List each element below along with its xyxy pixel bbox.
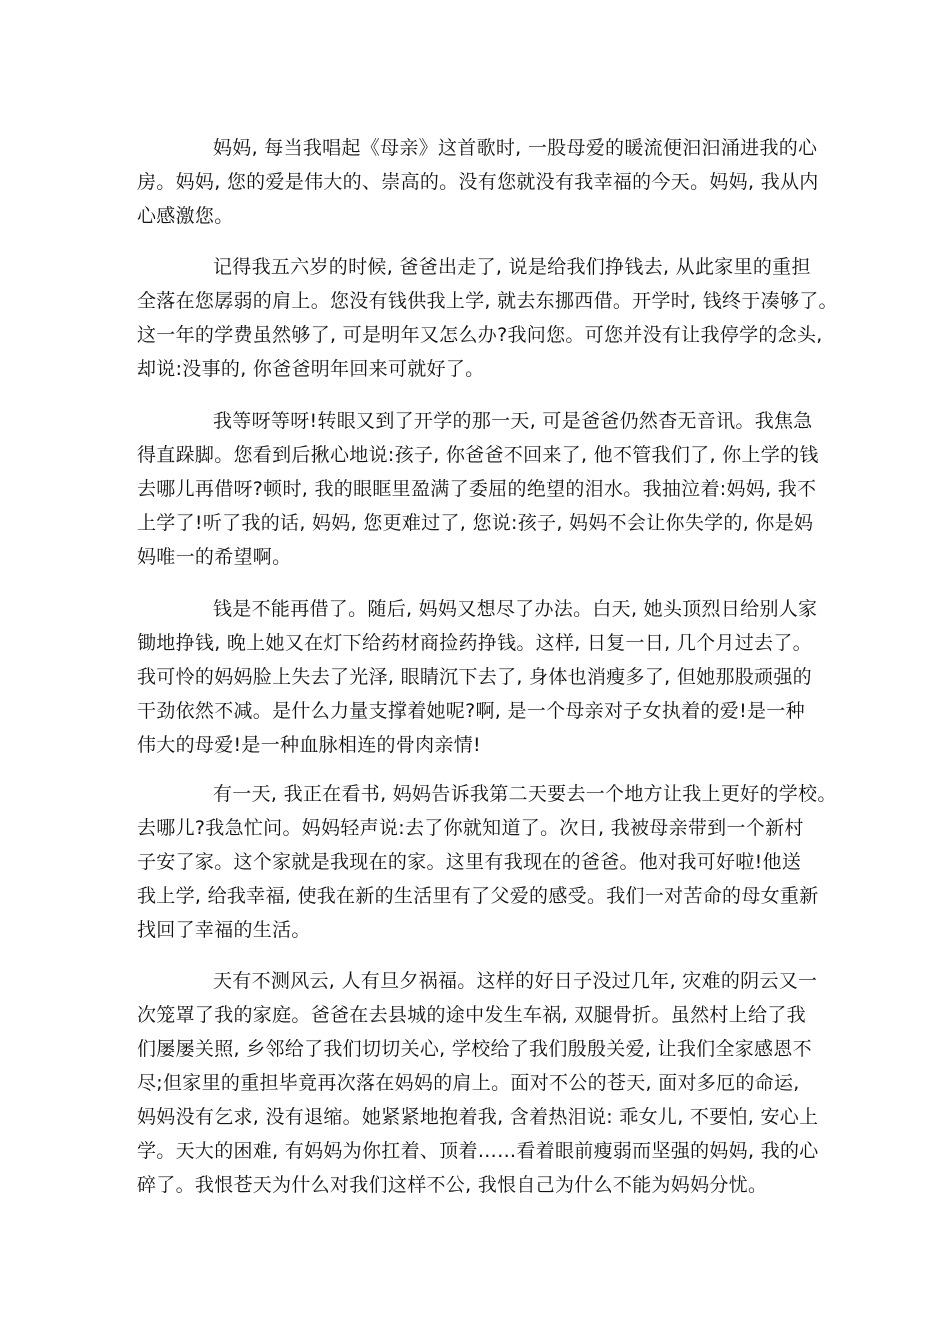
paragraph-line: 子安了家。这个家就是我现在的家。这里有我现在的爸爸。他对我可好啦!他送	[137, 851, 802, 873]
paragraph-line: 我上学, 给我幸福, 使我在新的生活里有了父爱的感受。我们一对苦命的母女重新	[137, 885, 819, 907]
paragraph-line: 上学了!听了我的话, 妈妈, 您更难过了, 您说:孩子, 妈妈不会让你失学的, 你是妈	[137, 512, 814, 534]
paragraph-3	[137, 404, 827, 574]
paragraph-6	[137, 964, 827, 1202]
paragraph-line: 房。妈妈, 您的爱是伟大的、崇高的。没有您就没有我幸福的今天。妈妈, 我从内	[137, 171, 819, 193]
paragraph-line: 妈唯一的希望啊。	[137, 546, 292, 568]
paragraph-4	[137, 592, 827, 762]
paragraph-line: 天有不测风云, 人有旦夕祸福。这样的好日子没过几年, 灾难的阴云又一	[213, 970, 818, 992]
paragraph-line: 找回了幸福的生活。	[137, 919, 311, 941]
paragraph-5	[137, 777, 837, 947]
paragraph-line: 全落在您孱弱的肩上。您没有钱供我上学, 就去东挪西借。开学时, 钱终于凑够了。	[137, 290, 838, 312]
paragraph-line: 钱是不能再借了。随后, 妈妈又想尽了办法。白天, 她头顶烈日给别人家	[213, 598, 818, 620]
paragraph-line: 去哪儿再借呀?顿时, 我的眼眶里盈满了委屈的绝望的泪水。我抽泣着:妈妈, 我不	[137, 478, 817, 500]
paragraph-2	[137, 250, 838, 386]
paragraph-line: 妈妈没有乞求, 没有退缩。她紧紧地抱着我, 含着热泪说: 乖女儿, 不要怕, 安心上	[137, 1106, 819, 1128]
paragraph-line: 伟大的母爱!是一种血脉相连的骨肉亲情!	[137, 734, 481, 756]
paragraph-line: 尽;但家里的重担毕竟再次落在妈妈的肩上。面对不公的苍天, 面对多厄的命运,	[137, 1072, 800, 1094]
paragraph-line: 有一天, 我正在看书, 妈妈告诉我第二天要去一个地方让我上更好的学校。	[213, 783, 837, 805]
paragraph-1	[137, 131, 827, 233]
paragraph-line: 妈妈, 每当我唱起《母亲》这首歌时, 一股母爱的暖流便汩汩涌进我的心	[213, 137, 818, 159]
paragraph-line: 我等呀等呀!转眼又到了开学的那一天, 可是爸爸仍然杳无音讯。我焦急	[213, 410, 813, 432]
paragraph-line: 我可怜的妈妈脸上失去了光泽, 眼睛沉下去了, 身体也消瘦多了, 但她那股顽强的	[137, 666, 812, 688]
paragraph-line: 干劲依然不减。是什么力量支撑着她呢?啊, 是一个母亲对子女执着的爱!是一种	[137, 700, 805, 722]
paragraph-line: 这一年的学费虽然够了, 可是明年又怎么办?我问您。可您并没有让我停学的念头,	[137, 324, 823, 346]
paragraph-line: 记得我五六岁的时候, 爸爸出走了, 说是给我们挣钱去, 从此家里的重担	[213, 256, 811, 278]
paragraph-line: 得直跺脚。您看到后揪心地说:孩子, 你爸爸不回来了, 他不管我们了, 你上学的钱	[137, 444, 819, 466]
paragraph-line: 心感激您。	[137, 205, 234, 227]
paragraph-line: 碎了。我恨苍天为什么对我们这样不公, 我恨自己为什么不能为妈妈分忧。	[137, 1174, 768, 1196]
paragraph-line: 学。天大的困难, 有妈妈为你扛着、顶着……看着眼前瘦弱而坚强的妈妈, 我的心	[137, 1140, 819, 1162]
paragraph-line: 去哪儿?我急忙问。妈妈轻声说:去了你就知道了。次日, 我被母亲带到一个新村	[137, 817, 804, 839]
paragraph-line: 却说:没事的, 你爸爸明年回来可就好了。	[137, 358, 485, 380]
paragraph-line: 次笼罩了我的家庭。爸爸在去县城的途中发生车祸, 双腿骨折。虽然村上给了我	[137, 1004, 806, 1026]
paragraph-line: 锄地挣钱, 晚上她又在灯下给药材商捡药挣钱。这样, 日复一日, 几个月过去了。	[137, 632, 812, 654]
paragraph-line: 们屡屡关照, 乡邻给了我们切切关心, 学校给了我们殷殷关爱, 让我们全家感恩不	[137, 1038, 812, 1060]
